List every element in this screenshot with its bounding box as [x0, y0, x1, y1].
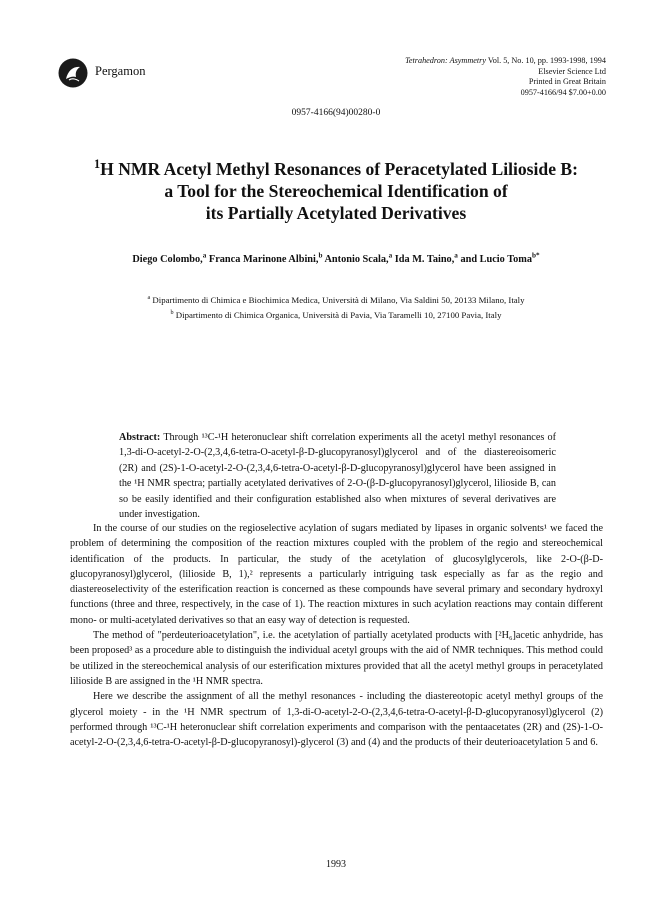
paper-title — [60, 158, 612, 224]
paragraph: Here we describe the assignment of all the methyl resonances - including the diastereotopic acetyl methyl groups of the glycerol moiety - in the ¹H NMR spectrum of 1,3-di-O-acetyl-2-O-(2,3,4,6-tetra-O-acetyl-β-D-glucopyranosyl)glycerol (2) performed through ¹³C-¹H heteronuclear shift correlation experiments and comparison with the pentaacetates (2R) and (2S)-1-O-acetyl-2-O-(2,3,4,6-tetra-O-acetyl-β-D-glucopyranosyl)-glycerol (3) and (4) and the products of their deuterioacetylation 5 and 6. — [70, 691, 603, 749]
body-text — [70, 521, 603, 750]
author: Ida M. Taino, — [392, 254, 455, 265]
title-line-3: its Partially Acetylated Derivatives — [205, 203, 467, 223]
abstract-label: Abstract: — [119, 432, 161, 443]
affiliation — [60, 308, 612, 323]
printed-line: Printed in Great Britain — [528, 77, 606, 87]
affiliation-text: Dipartimento di Chimica Organica, Università di Pavia, Via Taramelli 10, 27100 Pavia, Italy — [175, 310, 502, 320]
author-affil-mark: a — [202, 251, 207, 260]
title-prefix: H — [100, 159, 114, 179]
journal-citation: Vol. 5, No. 10, pp. 1993-1998, 1994 — [487, 56, 606, 65]
author: Franca Marinone Albini, — [206, 254, 319, 265]
author-affil-mark: a — [388, 251, 393, 260]
author-affil-mark: b — [318, 251, 323, 260]
author: Antonio Scala, — [322, 254, 389, 265]
author-affil-mark: a — [454, 251, 458, 260]
affiliation-mark: b — [170, 310, 174, 317]
author-affil-mark: b* — [532, 251, 540, 260]
article-code: 0957-4166(94)00280-0 — [291, 108, 381, 118]
copyright-line: Elsevier Science Ltd — [538, 66, 606, 76]
journal-name: Tetrahedron: Asymmetry — [405, 56, 486, 65]
page-number: 1993 — [326, 859, 346, 870]
paragraph: In the course of our studies on the regioselective acylation of sugars mediated by lipases in organic solvents¹ we faced the problem of determining the composition of the reaction mixtures coupled with the problem of the regio and stereochemical identification of the products. In particular, the study of the acetylation of glucosylglycerols, like 2-O-(β-D-glucopyranosyl)glycerol, (lilioside B, 1),² represents a particularly intriguing task especially as far as the regio and diastereoselectivity of the esterification reaction is concerned as these compounds have several primary and secondary hydroxyl functions (three and three, respectively, in the case of 1). The reaction mixtures in such acylation reactions may contain different mono- or multi-acetylated derivatives so that an easy way of detection is requested. — [70, 523, 603, 626]
paragraph: The method of "perdeuterioacetylation", i.e. the acetylation of partially acetylated products with [²H₆]acetic anhydride, has been proposed³ as a procedure able to distinguish the individual acetyl groups with the aid of NMR techniques. This method could be utilized in the stereochemical analysis of our esterification mixtures provided that all the acetyl methyl groups in peracetylated lilioside B are assigned in the ¹H NMR spectra. — [70, 630, 603, 687]
publisher-logo-icon — [58, 58, 88, 88]
affiliation — [60, 293, 612, 308]
affiliations — [60, 293, 612, 323]
journal-info — [405, 56, 606, 98]
author-list — [60, 251, 612, 265]
title-line-2: a Tool for the Stereochemical Identification of — [164, 181, 508, 201]
affiliation-mark: a — [147, 295, 151, 302]
affiliation-text: Dipartimento di Chimica e Biochimica Medica, Università di Milano, Via Saldini 50, 20133 Milano, Italy — [152, 295, 525, 305]
publisher-name: Pergamon — [95, 64, 146, 78]
author: and Lucio Toma — [457, 254, 532, 265]
title-line-1-text: NMR Acetyl Methyl Resonances of Peracetylated Lilioside B: — [118, 159, 579, 179]
title-superscript: 1 — [93, 157, 101, 172]
author: Diego Colombo, — [132, 254, 203, 265]
title-line-1 — [60, 158, 612, 180]
issn-price: 0957-4166/94 $7.00+0.00 — [520, 87, 606, 97]
abstract — [119, 430, 556, 522]
abstract-text: Through ¹³C-¹H heteronuclear shift correlation experiments all the acetyl methyl resonances of 1,3-di-O-acetyl-2-O-(2,3,4,6-tetra-O-acetyl-β-D-glucopyranosyl)glycerol and of the diastereoisomeric (2R) and (2S)-1-O-acetyl-2-O-(2,3,4,6-tetra-O-acetyl-β-D-glucopyranosyl)glycerol have been assigned in the ¹H NMR spectra; partially acetylated derivatives of 2-O-(β-D-glucopyranosyl)glycerol, lilioside B, can so be easily identified and their configuration established also when mixtures of several derivatives are under investigation. — [119, 432, 556, 521]
